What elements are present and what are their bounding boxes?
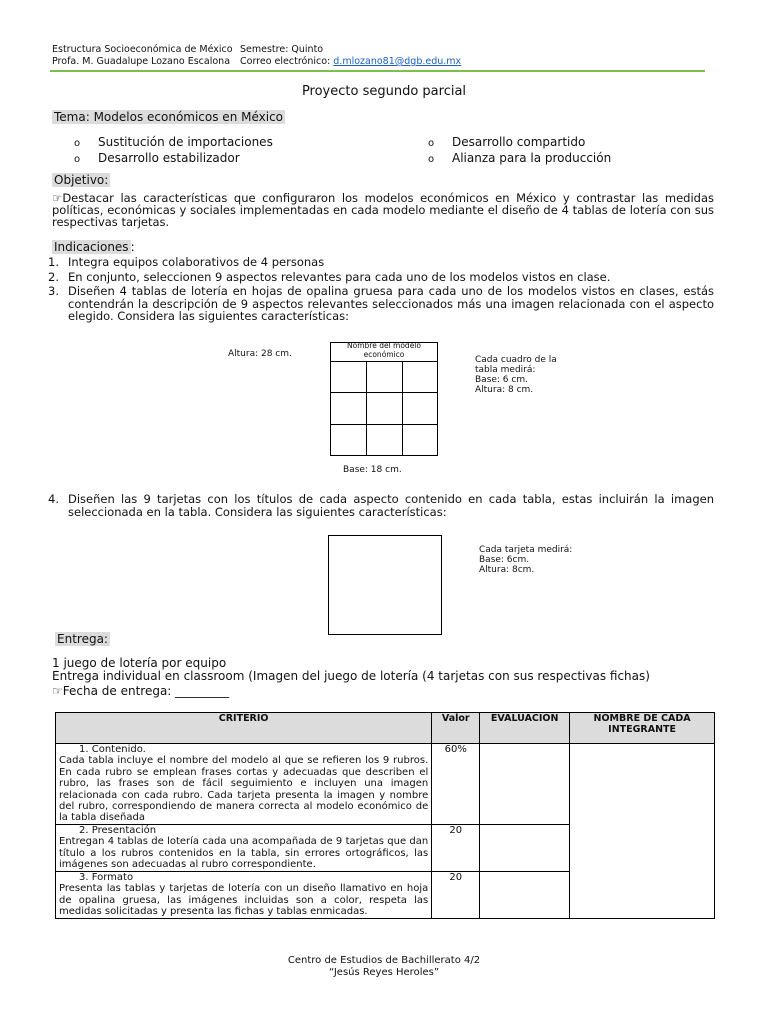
board-base-label: Base: 18 cm. [343,465,402,475]
loteria-board-diagram [330,342,438,456]
col-criterio: CRITERIO [56,713,432,744]
list-item: o Desarrollo compartido [428,135,586,149]
indicaciones-label: Indicaciones : [54,240,135,254]
card-diagram [328,535,442,635]
page-title: Proyecto segundo parcial [301,84,467,99]
board-header-label: Nombre del modelo económico [347,341,421,359]
criterio-cell: 2. Presentación Entregan 4 tablas de lotería cada una acompañada de 9 tarjetas que dan título a los rubros contenidos en la tabla, sin errores ortográficos, las imágenes son adecuadas al rubro correspondiente. [56,824,432,871]
evaluacion-cell[interactable] [480,871,570,918]
table-row [56,744,715,825]
entrega-line-1: 1 juego de lotería por equipo [52,656,227,670]
institution-name: Estructura Socioeconómica de México [52,44,233,55]
card-note: Cada tarjeta medirá: Base: 6cm. Altura: 8cm. [479,545,573,575]
pointing-hand-icon: ☞ [52,684,63,698]
entrega-date: ☞Fecha de entrega: _________ [52,684,230,698]
list-item: 2. En conjunto, seleccionen 9 aspectos relevantes para cada uno de los modelos vistos en clase. [48,269,611,284]
rubric-table [55,712,715,919]
header-divider [50,70,705,72]
email-label: Correo electrónico: [240,56,331,67]
table-header-row [56,713,715,744]
evaluacion-cell[interactable] [480,744,570,825]
semester: Semestre: Quinto [240,44,324,55]
list-item: 3. Diseñen 4 tablas de lotería en hojas de opalina gruesa para cada uno de los modelos vistos en clases, estás contendrán la descripción de 9 aspectos relevantes seleccionados más una imagen relacionada con el aspecto elegido. Considera las siguientes características: [48,284,714,323]
email-link[interactable]: d.mlozano81@dgb.edu.mx [333,56,462,67]
entrega-label: Entrega: [57,632,108,646]
board-cell-note: Cada cuadro de la tabla medirá: Base: 6 cm. Altura: 8 cm. [475,355,557,395]
objetivo-label: Objetivo: [54,173,109,187]
valor-cell: 60% [432,744,480,825]
header-right [240,44,461,68]
list-item: o Alianza para la producción [428,151,612,165]
col-valor: Valor [432,713,480,744]
evaluacion-cell[interactable] [480,824,570,871]
indicaciones-item-4 [48,493,714,520]
tema-left-list [74,135,273,167]
email-line [240,56,461,68]
criterio-cell: 1. Contenido. Cada tabla incluye el nombre del modelo al que se refieren los 9 rubros. En cada rubro se emplean frases cortas y adecuadas que describen el rubro, las frases son de fácil seguimiento e incluyen una imagen relacionada con cada rubro. Cada tarjeta presenta la imagen y nombre del rubro, correspondiendo de manera correcta al modelo económico de la tabla diseñada [56,744,432,825]
col-nombre: NOMBRE DE CADA INTEGRANTE [570,713,715,744]
list-item: o Desarrollo estabilizador [74,151,240,165]
pointing-hand-icon: ☞ [52,191,63,205]
indicaciones-list [48,256,714,325]
footer [0,955,768,979]
footer-school: Centro de Estudios de Bachillerato 4/2 [287,955,481,966]
teacher-name: Profa. M. Guadalupe Lozano Escalona [52,56,231,67]
tema-label: Tema: Modelos económicos en México [54,110,284,124]
board-height-label: Altura: 28 cm. [228,349,292,359]
entrega-details [52,657,650,698]
list-item: 1. Integra equipos colaborativos de 4 personas [48,255,325,269]
header-left [52,44,233,68]
entrega-line-2: Entrega individual en classroom (Imagen del juego de lotería (4 tarjetas con sus respectivas fichas) [52,669,650,683]
criterio-cell: 3. Formato Presenta las tablas y tarjetas de lotería con un diseño llamativo en hoja de opalina gruesa, las imágenes incluidas son a color, respeta las medidas solicitadas y presenta las fichas y tablas enmicadas. [56,871,432,918]
tema-right-list [428,135,611,167]
valor-cell: 20 [432,824,480,871]
list-item: o Sustitución de importaciones [74,135,273,149]
objetivo-text: ☞Destacar las características que configuraron los modelos económicos en México y contrastar las medidas políticas, económicas y sociales implementadas en cada modelo mediante el diseño de 4 tablas de lotería con sus respectivas tarjetas. [52,191,714,229]
footer-school-name: “Jesús Reyes Heroles” [328,967,440,978]
list-item: 4. Diseñen las 9 tarjetas con los títulos de cada aspecto contenido en cada tabla, estas incluirán la imagen seleccionada en la tabla. Considera las siguientes características: [48,492,714,519]
nombre-cell[interactable] [570,744,715,919]
col-evaluacion: EVALUACION [480,713,570,744]
valor-cell: 20 [432,871,480,918]
